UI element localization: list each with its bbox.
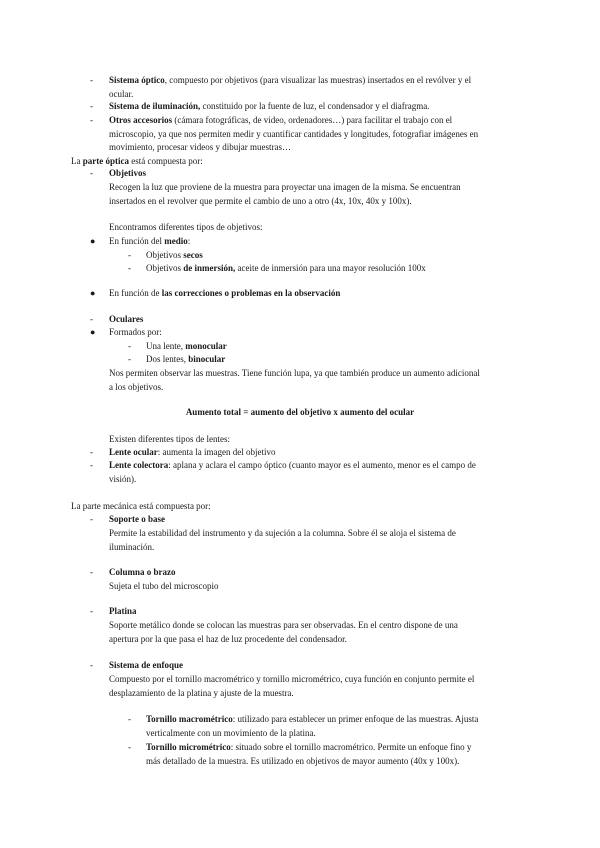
text-line [109,433,230,446]
text-line [109,459,476,472]
bullet-dash: - [90,115,93,125]
text-run: insertados en el revolver que permite el cambio de uno a otro (4x, 10x, 40x y 100x). [109,196,412,206]
text-run: : utilizado para establecer un primer enfoque de las muestras. Ajusta [232,714,479,724]
text-run: Existen diferentes tipos de lentes: [109,434,230,444]
text-line [109,527,456,540]
text-line [109,141,291,154]
bullet-dash: - [128,714,131,724]
bullet-dash: - [90,314,93,324]
text-run: : [187,236,191,246]
bold-text: Aumento total = aumento del objetivo x aumento del ocular [185,407,415,417]
text-run: ocular. [109,89,134,99]
bold-text: de inmersión, [183,263,236,273]
text-line [109,367,480,380]
text-run: : aumenta la imagen del objetivo [157,447,276,457]
text-run: La [71,156,83,166]
text-run: Nos permiten observar las muestras. Tiene función lupa, ya que también produce un aumento adicional [109,368,480,378]
bold-text: Objetivos [109,168,146,178]
text-run: desplazamiento de la platina y ajuste de la muestra. [109,688,294,698]
bullet-dash: - [128,341,131,351]
bullet-dash: - [90,447,93,457]
text-line [109,221,262,234]
text-line [109,114,452,127]
text-line [109,580,218,593]
bold-text: binocular [188,354,226,364]
bullet-dash: - [90,606,93,616]
text-run: Permite la estabilidad del instrumento y da sujeción a la columna. Sobre él se aloja el sistema de [109,528,456,538]
bullet-dot: ● [90,327,96,337]
bullet-dot: ● [90,236,96,246]
bold-text: Lente colectora [109,460,169,470]
text-line [109,326,162,339]
text-run: constituido por la fuente de luz, el condensador y el diafragma. [200,101,430,111]
text-line [109,673,474,686]
bullet-dash: - [90,660,93,670]
text-line [146,249,203,262]
text-line [109,446,275,459]
text-run: iluminación. [109,542,155,552]
bold-text: Tornillo macrométrico [146,714,233,724]
bold-text: Soporte o base [109,514,165,524]
bullet-dash: - [90,168,93,178]
bullet-dash: - [90,567,93,577]
text-run: En función del [109,236,165,246]
bullet-dash: - [128,742,131,752]
text-line [71,500,211,513]
text-run: Formados por: [109,327,162,337]
text-run: En función de [109,288,162,298]
text-run: (cámara fotográficas, de video, ordenadores…) para facilitar el trabajo con el [172,115,453,125]
bold-text: Platina [109,606,137,616]
text-line [146,353,225,366]
text-run: Dos lentes, [146,354,189,364]
bold-text: las correcciones o problemas en la observación [161,288,341,298]
bullet-dash: - [128,354,131,364]
text-run: Recogen la luz que proviene de la muestra para proyectar una imagen de la misma. Se encuentran [109,182,461,192]
text-run: Objetivos [146,250,184,260]
text-line [109,287,340,300]
text-line [109,181,461,194]
text-run: apertura por la que pasa el haz de luz procedente del condensador. [109,634,347,644]
text-run: está compuesta por: [129,156,203,166]
bold-text: Sistema de iluminación, [109,101,201,111]
text-line [109,167,146,180]
text-line [109,235,190,248]
text-run: microscopio, ya que nos permiten medir y cuantificar cantidades y longitudes, fotografiar imágenes en [109,129,479,139]
bullet-dash: - [128,250,131,260]
text-line [109,687,294,700]
text-line [146,741,471,754]
text-line [109,619,458,632]
text-run: más detallado de la muestra. Es utilizado en objetivos de mayor aumento (40x y 100x). [146,756,460,766]
text-line [109,513,165,526]
text-line [109,128,478,141]
bold-text: Sistema óptico [109,75,165,85]
bold-text: monocular [185,341,227,351]
text-line [109,74,471,87]
bullet-dash: - [90,101,93,111]
text-run: Encontramos diferentes tipos de objetivos: [109,222,263,232]
text-line [109,659,183,672]
bullet-dot: ● [90,288,96,298]
text-line [146,340,227,353]
text-line [109,313,143,326]
bold-text: Lente ocular [109,447,158,457]
text-line [146,755,459,768]
text-line [109,100,429,113]
bullet-dash: - [90,514,93,524]
bold-text: Tornillo micrométrico [146,742,231,752]
bold-text: Sistema de enfoque [109,660,183,670]
text-line [109,473,136,486]
bullet-dash: - [90,75,93,85]
text-run: Sujeta el tubo del microscopio [109,581,219,591]
text-line [146,713,478,726]
text-run: Objetivos [146,263,184,273]
text-run: : situado sobre el tornillo macrométrico. Permite un enfoque fino y [230,742,472,752]
text-run: a los objetivos. [109,382,164,392]
bold-text: parte óptica [82,156,129,166]
text-run: Una lente, [146,341,186,351]
text-line [109,381,163,394]
text-line [109,566,176,579]
text-line [146,727,316,740]
text-line [0,406,600,419]
text-run: Soporte metálico donde se colocan las muestras para ser observadas. En el centro dispone de una [109,620,458,630]
text-line [109,541,154,554]
text-run: verticalmente con un movimiento de la platina. [146,728,316,738]
text-line [109,633,347,646]
bold-text: Columna o brazo [109,567,176,577]
text-run: , compuesto por objetivos (para visualizar las muestras) insertados en el revólver y el [164,75,472,85]
text-run: movimiento, procesar videos y dibujar muestras… [109,142,291,152]
text-line [109,195,412,208]
bold-text: Otros accesorios [109,115,173,125]
bullet-dash: - [90,460,93,470]
text-run: : aplana y aclara el campo óptico (cuanto mayor es el aumento, menor es el campo de [168,460,476,470]
bullet-dash: - [128,263,131,273]
bold-text: secos [183,250,203,260]
text-line [109,605,137,618]
text-run: visión). [109,474,137,484]
bold-text: medio [164,236,188,246]
text-run: La parte mecánica está compuesta por: [71,501,211,511]
text-line [146,262,426,275]
text-run: aceite de inmersión para una mayor resolución 100x [235,263,426,273]
text-run: Compuesto por el tornillo macrométrico y tornillo micrométrico, cuya función en conjunto permite el [109,674,475,684]
bold-text: Oculares [109,314,144,324]
